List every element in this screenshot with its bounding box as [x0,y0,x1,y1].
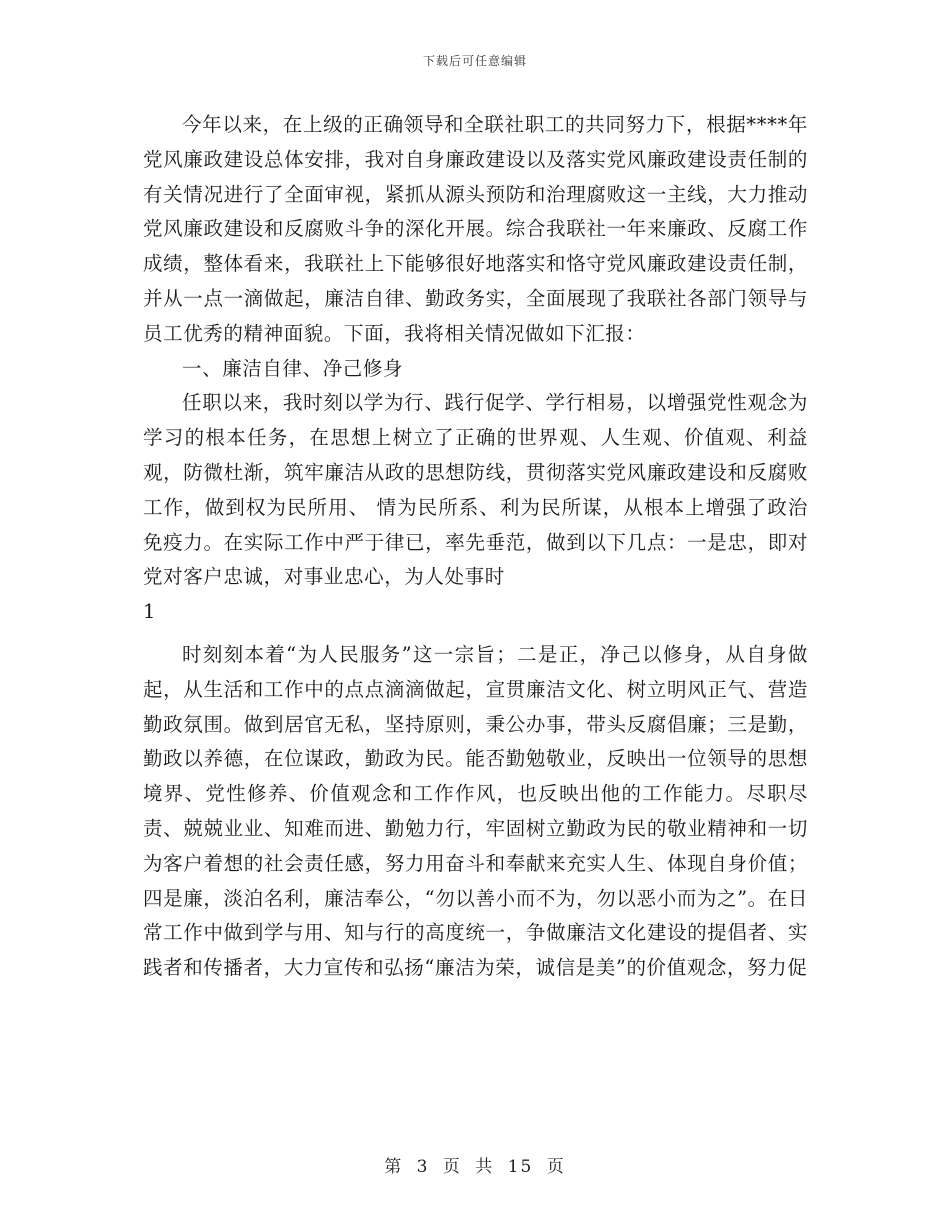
inner-page-number: 1 [143,600,156,624]
page-header: 下载后可任意编辑 [422,54,527,68]
paragraph-section-1: 任职以来，我时刻以学为行、践行促学、学行相易，以增强党性观念为学习的根本任务，在思想上树立了正确的世界观、人生观、价值观、利益观，防微杜渐，筑牢廉洁从政的思想防线，贯彻落实党风廉政建设和反腐败工作，做到权为民所用、 情为民所系、利为民所谋，从根本上增强了政治免疫力。在实际工作中严于律已，率先垂范，做到以下几点：一是忠，即对党对客户忠诚，对事业忠心，为人处事时 [143,391,808,589]
paragraph-intro: 今年以来，在上级的正确领导和全联社职工的共同努力下，根据****年党风廉政建设总体安排，我对自身廉政建设以及落实党风廉政建设责任制的有关情况进行了全面审视，紧抓从源头预防和治理腐败这一主线，大力推动党风廉政建设和反腐败斗争的深化开展。综合我联社一年来廉政、反腐工作成绩，整体看来，我联社上下能够很好地落实和恪守党风廉政建设责任制，并从一点一滴做起，廉洁自律、勤政务实，全面展现了我联社各部门领导与员工优秀的精神面貌。下面，我将相关情况做如下汇报： [143,113,808,345]
paragraph-continued: 时刻刻本着“为人民服务”这一宗旨；二是正，净己以修身，从自身做起，从生活和工作中的点点滴滴做起，宣贯廉洁文化、树立明风正气、营造勤政氛围。做到居官无私，坚持原则，秉公办事，带头反腐倡廉；三是勤，勤政以养德，在位谋政，勤政为民。能否勤勉敬业，反映出一位领导的思想境界、党性修养、价值观念和工作作风，也反映出他的工作能力。尽职尽责、兢兢业业、知难而进、勤勉力行，牢固树立勤政为民的敬业精神和一切为客户着想的社会责任感，努力用奋斗和奉献来充实人生、体现自身价值；四是廉，淡泊名利，廉洁奉公，“勿以善小而不为，勿以恶小而为之”。在日常工作中做到学与用、知与行的高度统一，争做廉洁文化建设的提倡者、实践者和传播者，大力宣传和弘扬“廉洁为荣，诚信是美”的价值观念，努力促 [143,642,808,980]
document-body [143,108,808,986]
page-footer: 第 3 页 共 15 页 [384,1157,566,1177]
section-heading-1: 一、廉洁自律、净己修身 [182,356,404,380]
